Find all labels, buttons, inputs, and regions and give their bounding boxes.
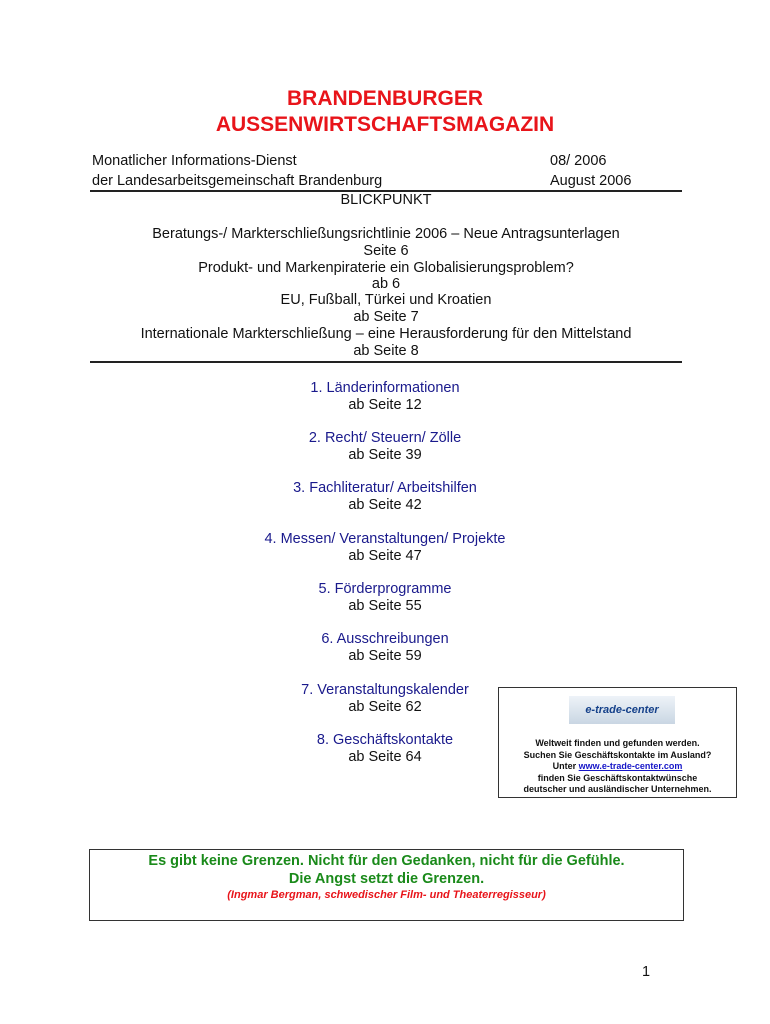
toc-entry-title: 3. Fachliteratur/ Arbeitshilfen <box>293 480 477 496</box>
toc-entry-page: ab Seite 64 <box>348 749 422 765</box>
toc-entry-title: 6. Ausschreibungen <box>321 631 449 647</box>
toc-entry[interactable] <box>170 631 600 665</box>
toc-entry-title: 2. Recht/ Steuern/ Zölle <box>308 430 462 446</box>
quote-box <box>89 849 684 921</box>
blickpunkt-item-1-page: Seite 6 <box>363 243 409 259</box>
blickpunkt-item-3-page: ab Seite 7 <box>353 309 419 325</box>
quote-source: (Ingmar Bergman, schwedischer Film- und Theaterregisseur) <box>227 889 546 901</box>
blickpunkt-item-2-title: Produkt- und Markenpiraterie ein Globalisierungsproblem? <box>198 260 574 276</box>
ad-line-1: Weltweit finden und gefunden werden. <box>535 738 700 748</box>
header-left-line-2: der Landesarbeitsgemeinschaft Brandenburg <box>92 173 383 189</box>
magazine-title-line-1: BRANDENBURGER <box>286 87 483 110</box>
header-issue-date: August 2006 <box>550 173 632 189</box>
ad-line-3 <box>499 761 736 773</box>
magazine-title-line-2: AUSSENWIRTSCHAFTSMAGAZIN <box>215 113 555 136</box>
toc-entry-page: ab Seite 42 <box>348 497 422 513</box>
ad-line-3-prefix: Unter <box>552 761 579 771</box>
toc-entry-page: ab Seite 55 <box>348 598 422 614</box>
e-trade-center-ad <box>498 687 737 798</box>
ad-line-5: deutscher und ausländischer Unternehmen. <box>523 784 712 794</box>
toc-entry-title: 7. Veranstaltungskalender <box>301 682 469 698</box>
toc-entry[interactable] <box>170 531 600 565</box>
header-left-line-1: Monatlicher Informations-Dienst <box>92 153 297 169</box>
quote-line-1: Es gibt keine Grenzen. Nicht für den Gedanken, nicht für die Gefühle. <box>148 853 625 869</box>
ad-text <box>499 738 736 796</box>
toc-entry-title: 8. Geschäftskontakte <box>316 732 454 748</box>
quote-line-2: Die Angst setzt die Grenzen. <box>288 871 485 887</box>
header-issue-number: 08/ 2006 <box>550 153 607 169</box>
blickpunkt-item-4-title: Internationale Markterschließung – eine Herausforderung für den Mittelstand <box>140 326 632 342</box>
toc-entry-page: ab Seite 39 <box>348 447 422 463</box>
ad-website-link[interactable]: www.e-trade-center.com <box>578 761 683 771</box>
toc-entry[interactable] <box>170 480 600 514</box>
toc-entry-page: ab Seite 59 <box>348 648 422 664</box>
blickpunkt-item-4-page: ab Seite 8 <box>353 343 419 359</box>
ad-line-4: finden Sie Geschäftskontaktwünsche <box>537 772 698 783</box>
toc-entry-title: 1. Länderinformationen <box>310 380 460 396</box>
blickpunkt-item-2-page: ab 6 <box>371 276 401 292</box>
toc-entry[interactable] <box>170 430 600 464</box>
section-title-blickpunkt: BLICKPUNKT <box>340 192 432 208</box>
toc-entry-title: 5. Förderprogramme <box>318 581 452 597</box>
page-number: 1 <box>642 964 651 980</box>
blickpunkt-rule <box>90 361 682 363</box>
toc-entry-page: ab Seite 12 <box>348 397 422 413</box>
toc-entry[interactable] <box>170 380 600 414</box>
ad-line-2: Suchen Sie Geschäftskontakte im Ausland? <box>523 749 712 760</box>
toc-entry-page: ab Seite 47 <box>348 548 422 564</box>
toc-entry-title: 4. Messen/ Veranstaltungen/ Projekte <box>264 531 506 547</box>
e-trade-center-logo: e-trade-center <box>569 696 675 724</box>
blickpunkt-item-1-title: Beratungs-/ Markterschließungsrichtlinie 2006 – Neue Antragsunterlagen <box>152 226 620 242</box>
toc-entry-page: ab Seite 62 <box>348 699 422 715</box>
toc-entry[interactable] <box>170 581 600 615</box>
blickpunkt-item-3-title: EU, Fußball, Türkei und Kroatien <box>280 292 492 308</box>
